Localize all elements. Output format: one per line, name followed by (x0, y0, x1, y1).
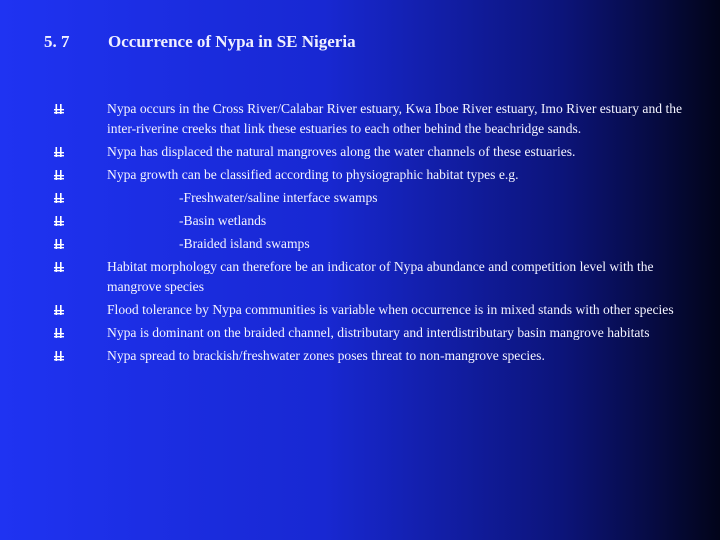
bullet-text: Nypa growth can be classified according to physiographic habitat types e.g. (107, 167, 519, 182)
bullet-marker-icon (54, 193, 64, 203)
bullet-item (0, 300, 697, 320)
bullet-marker-icon (54, 305, 64, 315)
bullet-marker-icon (54, 328, 64, 338)
bullet-text: Nypa occurs in the Cross River/Calabar River estuary, Kwa Iboe River estuary, Imo River estuary and the inter-riverine creeks that link these estuaries to each other behind the beachridge sands. (107, 101, 683, 136)
bullet-item (0, 346, 697, 366)
bullet-marker-icon (54, 239, 64, 249)
bullet-marker-icon (54, 147, 64, 157)
bullet-text: -Braided island swamps (179, 236, 310, 251)
section-number: 5. 7 (44, 32, 70, 51)
bullet-item (0, 99, 697, 139)
bullet-list (0, 99, 720, 369)
bullet-item (0, 257, 697, 297)
bullet-item (0, 323, 697, 343)
bullet-text: Flood tolerance by Nypa communities is variable when occurrence is in mixed stands with other species (107, 302, 674, 317)
slide-title: Occurrence of Nypa in SE Nigeria (108, 32, 356, 51)
bullet-text: -Basin wetlands (179, 213, 267, 228)
bullet-item (0, 188, 697, 208)
bullet-marker-icon (54, 216, 64, 226)
bullet-marker-icon (54, 170, 64, 180)
title-row (0, 32, 720, 56)
bullet-text: Habitat morphology can therefore be an indicator of Nypa abundance and competition level with the mangrove species (107, 259, 654, 294)
bullet-item (0, 234, 697, 254)
bullet-marker-icon (54, 104, 64, 114)
bullet-marker-icon (54, 262, 64, 272)
bullet-text: Nypa has displaced the natural mangroves along the water channels of these estuaries. (107, 144, 576, 159)
bullet-text: -Freshwater/saline interface swamps (179, 190, 378, 205)
bullet-text: Nypa spread to brackish/freshwater zones poses threat to non-mangrove species. (107, 348, 545, 363)
bullet-item (0, 211, 697, 231)
bullet-text: Nypa is dominant on the braided channel, distributary and interdistributary basin mangrove habitats (107, 325, 650, 340)
bullet-item (0, 142, 697, 162)
bullet-item (0, 165, 697, 185)
bullet-marker-icon (54, 351, 64, 361)
